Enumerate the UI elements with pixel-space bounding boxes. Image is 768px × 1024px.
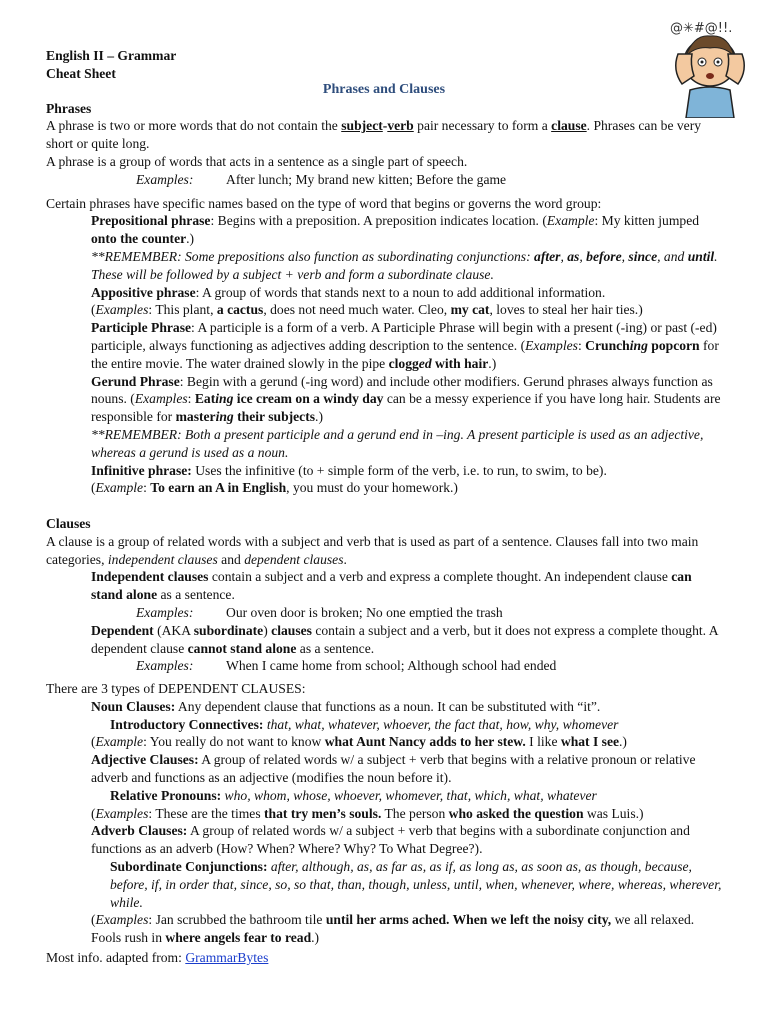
independent-clauses: Independent clauses contain a subject and a verb and express a complete thought. An independent clause can stand alone as a sentence. [91, 569, 692, 603]
adjective-clauses: Adjective Clauses: A group of related words w/ a subject + verb that begins with a relative pronoun or relative adverb and functions as an adjective (modifies the noun before it). [91, 752, 696, 786]
noun-examples: (Example: You really do not want to know what Aunt Nancy adds to her stew. I like what I see.) [91, 734, 627, 750]
adverb-examples: (Examples: Jan scrubbed the bathroom tile until her arms ached. When we left the noisy city, we all relaxed. Fools rush in where angels fear to read.) [91, 912, 695, 946]
course-title: English II – Grammar [46, 48, 177, 63]
phrases-heading: Phrases [46, 100, 92, 116]
remember-note-1: **REMEMBER: Some prepositions also function as subordinating conjunctions: after, as, before, since, and until. These will be followed by a subject + verb and form a subordinate clause. [91, 248, 718, 282]
cheat-sheet-body [46, 47, 726, 967]
phrase-examples: Examples: After lunch; My brand new kitten; Before the game [136, 171, 507, 187]
document-title: Phrases and Clauses [322, 82, 446, 97]
dependent-clauses: Dependent (AKA subordinate) clauses contain a subject and a verb, but it does not express a complete thought. A dependent clause cannot stand alone as a sentence. [91, 622, 718, 656]
grammarbytes-link[interactable]: GrammarBytes [185, 950, 269, 966]
sheet-title: Cheat Sheet [46, 65, 116, 81]
participle-phrase: Participle Phrase: A participle is a form of a verb. A Participle Phrase will begin with a present (-ing) or past (-ed) participle, always functioning as adjectives adding description to the sentence. (Examples: Crunching popcorn for the entire movie. The water drained slowly in the pipe clogged with hair.) [91, 320, 719, 371]
adverb-clauses: Adverb Clauses: A group of related words w/ a subject + verb that begins with a subordinate conjunction and functions as an adverb (How? When? Where? Why? To What Degree?). [91, 823, 690, 857]
noun-clauses: Noun Clauses: Any dependent clause that functions as a noun. It can be substituted with “it”. [91, 698, 601, 714]
relative-pronouns: Relative Pronouns: who, whom, whose, whoever, whomever, that, which, what, whatever [110, 787, 597, 803]
footer-source: Most info. adapted from: GrammarBytes [46, 950, 269, 966]
clause-definition: A clause is a group of related words with a subject and verb that is used as part of a sentence. Clauses fall into two main categories, independent clauses and dependent clauses. [46, 533, 699, 567]
remember-note-2: **REMEMBER: Both a present participle and a gerund end in –ing. A present participle is used as an adjective, whereas a gerund is used as a noun. [91, 426, 704, 460]
gerund-phrase: Gerund Phrase: Begin with a gerund (-ing word) and include other modifiers. Gerund phrases always function as nouns. (Examples: Eating ice cream on a windy day can be a messy experience if you have long hair. Students are responsible for mastering their subjects.) [91, 373, 721, 425]
adjective-examples: (Examples: These are the times that try men’s souls. The person who asked the question was Luis.) [91, 805, 644, 821]
phrase-definition-1: A phrase is two or more words that do not contain the subject-verb pair necessary to form a clause. Phrases can be very short or quite long. [46, 118, 702, 152]
appositive-phrase: Appositive phrase: A group of words that stands next to a noun to add additional information. (Examples: This plant, a cactus, does not need much water. Cleo, my cat, loves to steal her hair ties.) [91, 284, 643, 318]
prepositional-phrase: Prepositional phrase: Begins with a preposition. A preposition indicates location. (Example: My kitten jumped onto the counter.) [91, 213, 700, 247]
independent-examples: Examples: Our oven door is broken; No one emptied the trash [136, 604, 503, 620]
phrase-types-intro: Certain phrases have specific names based on the type of word that begins or governs the word group: [46, 195, 602, 211]
subordinate-conjunctions: Subordinate Conjunctions: after, although, as, as far as, as if, as long as, as soon as, as though, because, before, if, in order that, since, so, so that, than, though, unless, until, when, whenever, where, whereas, wherever, while. [110, 859, 722, 910]
dependent-examples: Examples: When I came home from school; Although school had ended [136, 658, 557, 674]
cartoon-symbols: @✳#@!!. [670, 21, 733, 36]
clauses-heading: Clauses [46, 515, 91, 531]
noun-connectives: Introductory Connectives: that, what, whatever, whoever, the fact that, how, why, whomever [110, 716, 619, 732]
infinitive-phrase: Infinitive phrase: Uses the infinitive (to + simple form of the verb, i.e. to run, to swim, to be). (Example: To earn an A in English, you must do your homework.) [91, 462, 607, 496]
dependent-types-intro: There are 3 types of DEPENDENT CLAUSES: [46, 681, 306, 697]
phrase-definition-2: A phrase is a group of words that acts in a sentence as a single part of speech. [46, 153, 468, 169]
